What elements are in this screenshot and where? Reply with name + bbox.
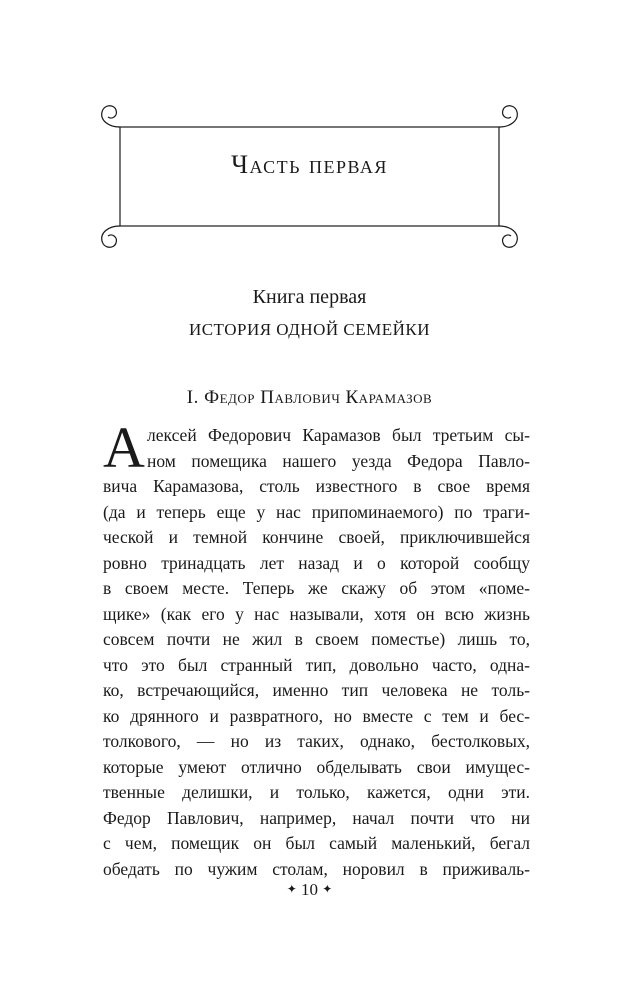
text-line: ко, встречающийся, именно тип человека не толь- (103, 680, 530, 700)
text-line: щике» (как его у нас называли, хотя он всю жизнь (103, 603, 530, 624)
chapter-title: I. Федор Павлович Карамазов (186, 387, 433, 408)
book-subtitle: ИСТОРИЯ ОДНОЙ СЕМЕЙКИ (188, 320, 431, 339)
ornament-left-icon: ✦ (286, 882, 297, 896)
text-line: ном помещика нашего уезда Федора Павло- (147, 450, 530, 471)
part-title: Часть первая (231, 150, 388, 179)
text-line: которые умеют отлично обделывать свои имущес- (103, 756, 530, 777)
drop-cap: А (103, 415, 145, 480)
ornament-right-icon: ✦ (322, 882, 333, 896)
text-line: ко дрянного и развратного, но вместе с тем и бес- (103, 705, 530, 726)
text-line: (да и теперь еще у нас припоминаемого) по траги- (103, 501, 530, 522)
page-number: 10 (301, 880, 318, 899)
text-line: Федор Павлович, например, начал почти что ни (103, 807, 530, 828)
text-line: твенные делишки, и только, кажется, одни эти. (103, 782, 530, 802)
text-line: с чем, помещик он был самый маленький, бегал (103, 833, 530, 853)
page-folio (0, 880, 619, 900)
text-line: обедать по чужим столам, норовил в приживаль- (103, 858, 530, 879)
chapter-body (103, 415, 530, 882)
text-line: вича Карамазова, столь известного в свое время (103, 476, 530, 496)
text-line: совсем почти не жил в своем поместье) лишь то, (103, 629, 530, 649)
text-line: лексей Федорович Карамазов был третьим сы- (147, 425, 530, 445)
text-line: ческой и темной кончине своей, приключившейся (103, 527, 530, 547)
text-line: толкового, — но из таких, однако, бестолковых, (103, 731, 530, 751)
book-title: Книга первая (252, 286, 367, 308)
text-line: что это был странный тип, довольно часто, одна- (103, 654, 530, 675)
text-line: в своем месте. Теперь же скажу об этом «поме- (103, 578, 530, 598)
text-line: ровно тринадцать лет назад и о которой сообщу (103, 552, 530, 573)
